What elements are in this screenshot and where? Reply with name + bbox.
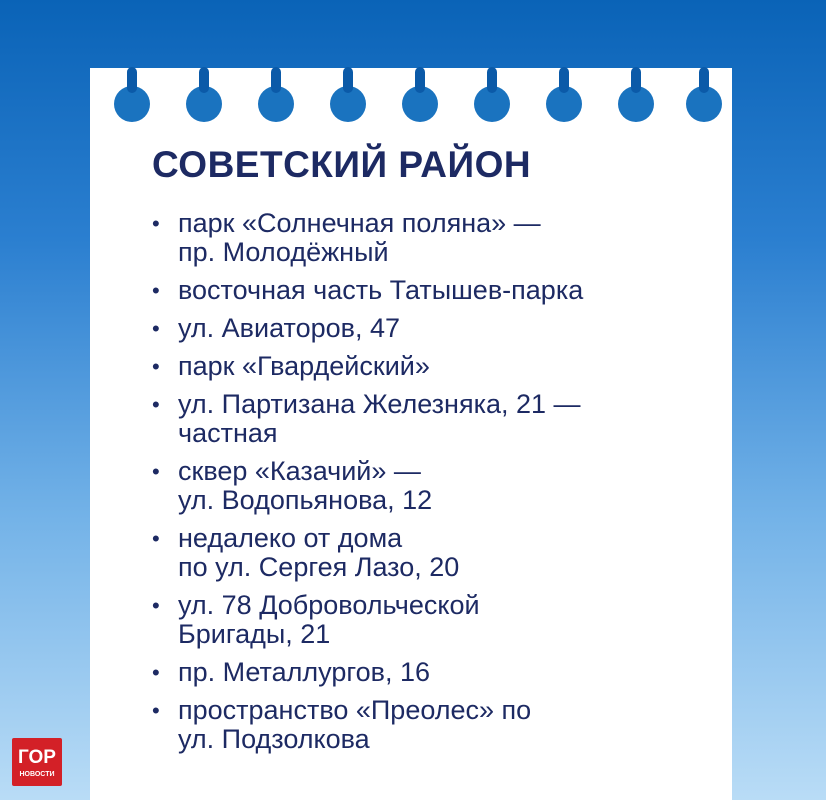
list-item	[150, 524, 720, 582]
list-item	[150, 314, 720, 343]
list-item	[150, 352, 720, 381]
item-line: ул. 78 Добровольческой	[178, 590, 480, 620]
bullet-icon: •	[152, 392, 160, 417]
ring-icon	[186, 86, 222, 122]
logo-text-bottom: НОВОСТИ	[19, 771, 55, 778]
list-item	[150, 390, 720, 448]
logo-text-top: ГОР	[18, 747, 56, 768]
item-line: пр. Молодёжный	[178, 237, 389, 267]
item-line: по ул. Сергея Лазо, 20	[178, 552, 460, 582]
item-line: сквер «Казачий» —	[178, 456, 421, 486]
ring-icon	[114, 86, 150, 122]
bullet-icon: •	[152, 316, 160, 341]
ring-icon	[618, 86, 654, 122]
ring-icon	[402, 86, 438, 122]
location-list	[150, 209, 720, 763]
item-line: недалеко от дома	[178, 523, 403, 553]
item-line: ул. Водопьянова, 12	[178, 485, 433, 515]
list-item	[150, 591, 720, 649]
logo-graphic	[12, 738, 62, 786]
list-item	[150, 457, 720, 515]
ring-icon	[474, 86, 510, 122]
item-line: пр. Металлургов, 16	[178, 657, 431, 687]
ring-icon	[546, 86, 582, 122]
bullet-icon: •	[152, 211, 160, 236]
item-line: восточная часть Татышев-парка	[178, 275, 584, 305]
item-line: ул. Авиаторов, 47	[178, 313, 401, 343]
bullet-icon: •	[152, 354, 160, 379]
gornovosti-logo	[12, 738, 62, 786]
list-item	[150, 658, 720, 687]
item-line: частная	[178, 418, 278, 448]
list-item	[150, 276, 720, 305]
notepad-card	[90, 68, 732, 800]
item-line: парк «Гвардейский»	[178, 351, 430, 381]
list-item	[150, 209, 720, 267]
spiral-binding	[90, 68, 732, 138]
bullet-icon: •	[152, 459, 160, 484]
bullet-icon: •	[152, 660, 160, 685]
ring-icon	[686, 86, 722, 122]
bullet-icon: •	[152, 698, 160, 723]
item-line: ул. Подзолкова	[178, 724, 370, 754]
ring-icon	[330, 86, 366, 122]
item-line: Бригады, 21	[178, 619, 331, 649]
page-title: СОВЕТСКИЙ РАЙОН	[152, 144, 532, 185]
bullet-icon: •	[152, 593, 160, 618]
bullet-icon: •	[152, 526, 160, 551]
item-line: парк «Солнечная поляна» —	[178, 208, 541, 238]
item-line: ул. Партизана Железняка, 21 —	[178, 389, 581, 419]
list-item	[150, 696, 720, 754]
ring-icon	[258, 86, 294, 122]
bullet-icon: •	[152, 278, 160, 303]
item-line: пространство «Преолес» по	[178, 695, 532, 725]
